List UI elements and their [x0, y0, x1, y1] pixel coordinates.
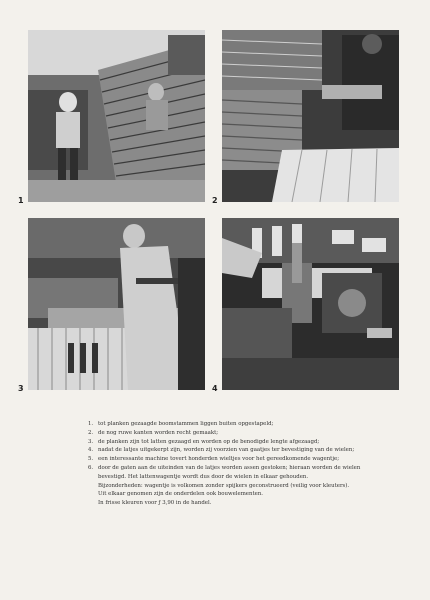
photo-number-2: 2 [212, 196, 218, 205]
caption-text: tot planken gezaagde boomstammen liggen buiten opgestapeld; [98, 421, 274, 427]
caption-item [88, 438, 368, 447]
caption-item [88, 429, 368, 438]
caption-item [88, 464, 368, 482]
captions-list [88, 420, 368, 508]
caption-item [88, 446, 368, 455]
caption-item [88, 455, 368, 464]
caption-text: de nog ruwe kanten worden recht gemaakt; [98, 429, 219, 436]
photo-number-1: 1 [18, 196, 24, 205]
photo-number-3: 3 [18, 384, 24, 393]
caption-number: 2. [88, 429, 94, 436]
photo-drilling-wheels [222, 218, 399, 390]
caption-text: door de gaten aan de uiteinden van de latjes worden assen gestoken; hieraan worden de wielen bevestigd. Het lattenwagentje wordt dus door de wielen in elkaar gehouden. [98, 464, 361, 480]
caption-number: 1. [88, 421, 94, 427]
note-building-elements: Uit elkaar genomen zijn de onderdelen ook bouwelementen. [98, 491, 264, 498]
caption-number: 5. [88, 456, 94, 463]
caption-text: nadat de latjes uitgekerpt zijn, worden zij voorzien van gaatjes ter bevestiging van de wielen; [98, 447, 355, 454]
note-details: Bijzonderheden: wagentje is volkomen zonder spijkers geconstrueerd (veilig voor kleuters). [98, 482, 350, 489]
photo-stacked-planks [28, 30, 205, 202]
caption-number: 3. [88, 438, 94, 445]
caption-number: 4. [88, 447, 94, 454]
caption-text: een interessante machine tovert honderden wieltjes voor het gereedkomende wagentje; [98, 456, 340, 463]
photo-number-4: 4 [212, 384, 218, 393]
note-price: In frisse kleuren voor ƒ 3,90 in de handel. [98, 500, 212, 507]
caption-number: 6. [88, 464, 94, 471]
photo-sawing-laths [28, 218, 205, 390]
photo-edging-planks [222, 30, 399, 202]
caption-text: de planken zijn tot latten gezaagd en worden op de benodigde lengte afgezaagd; [98, 438, 320, 445]
caption-item [88, 420, 368, 429]
